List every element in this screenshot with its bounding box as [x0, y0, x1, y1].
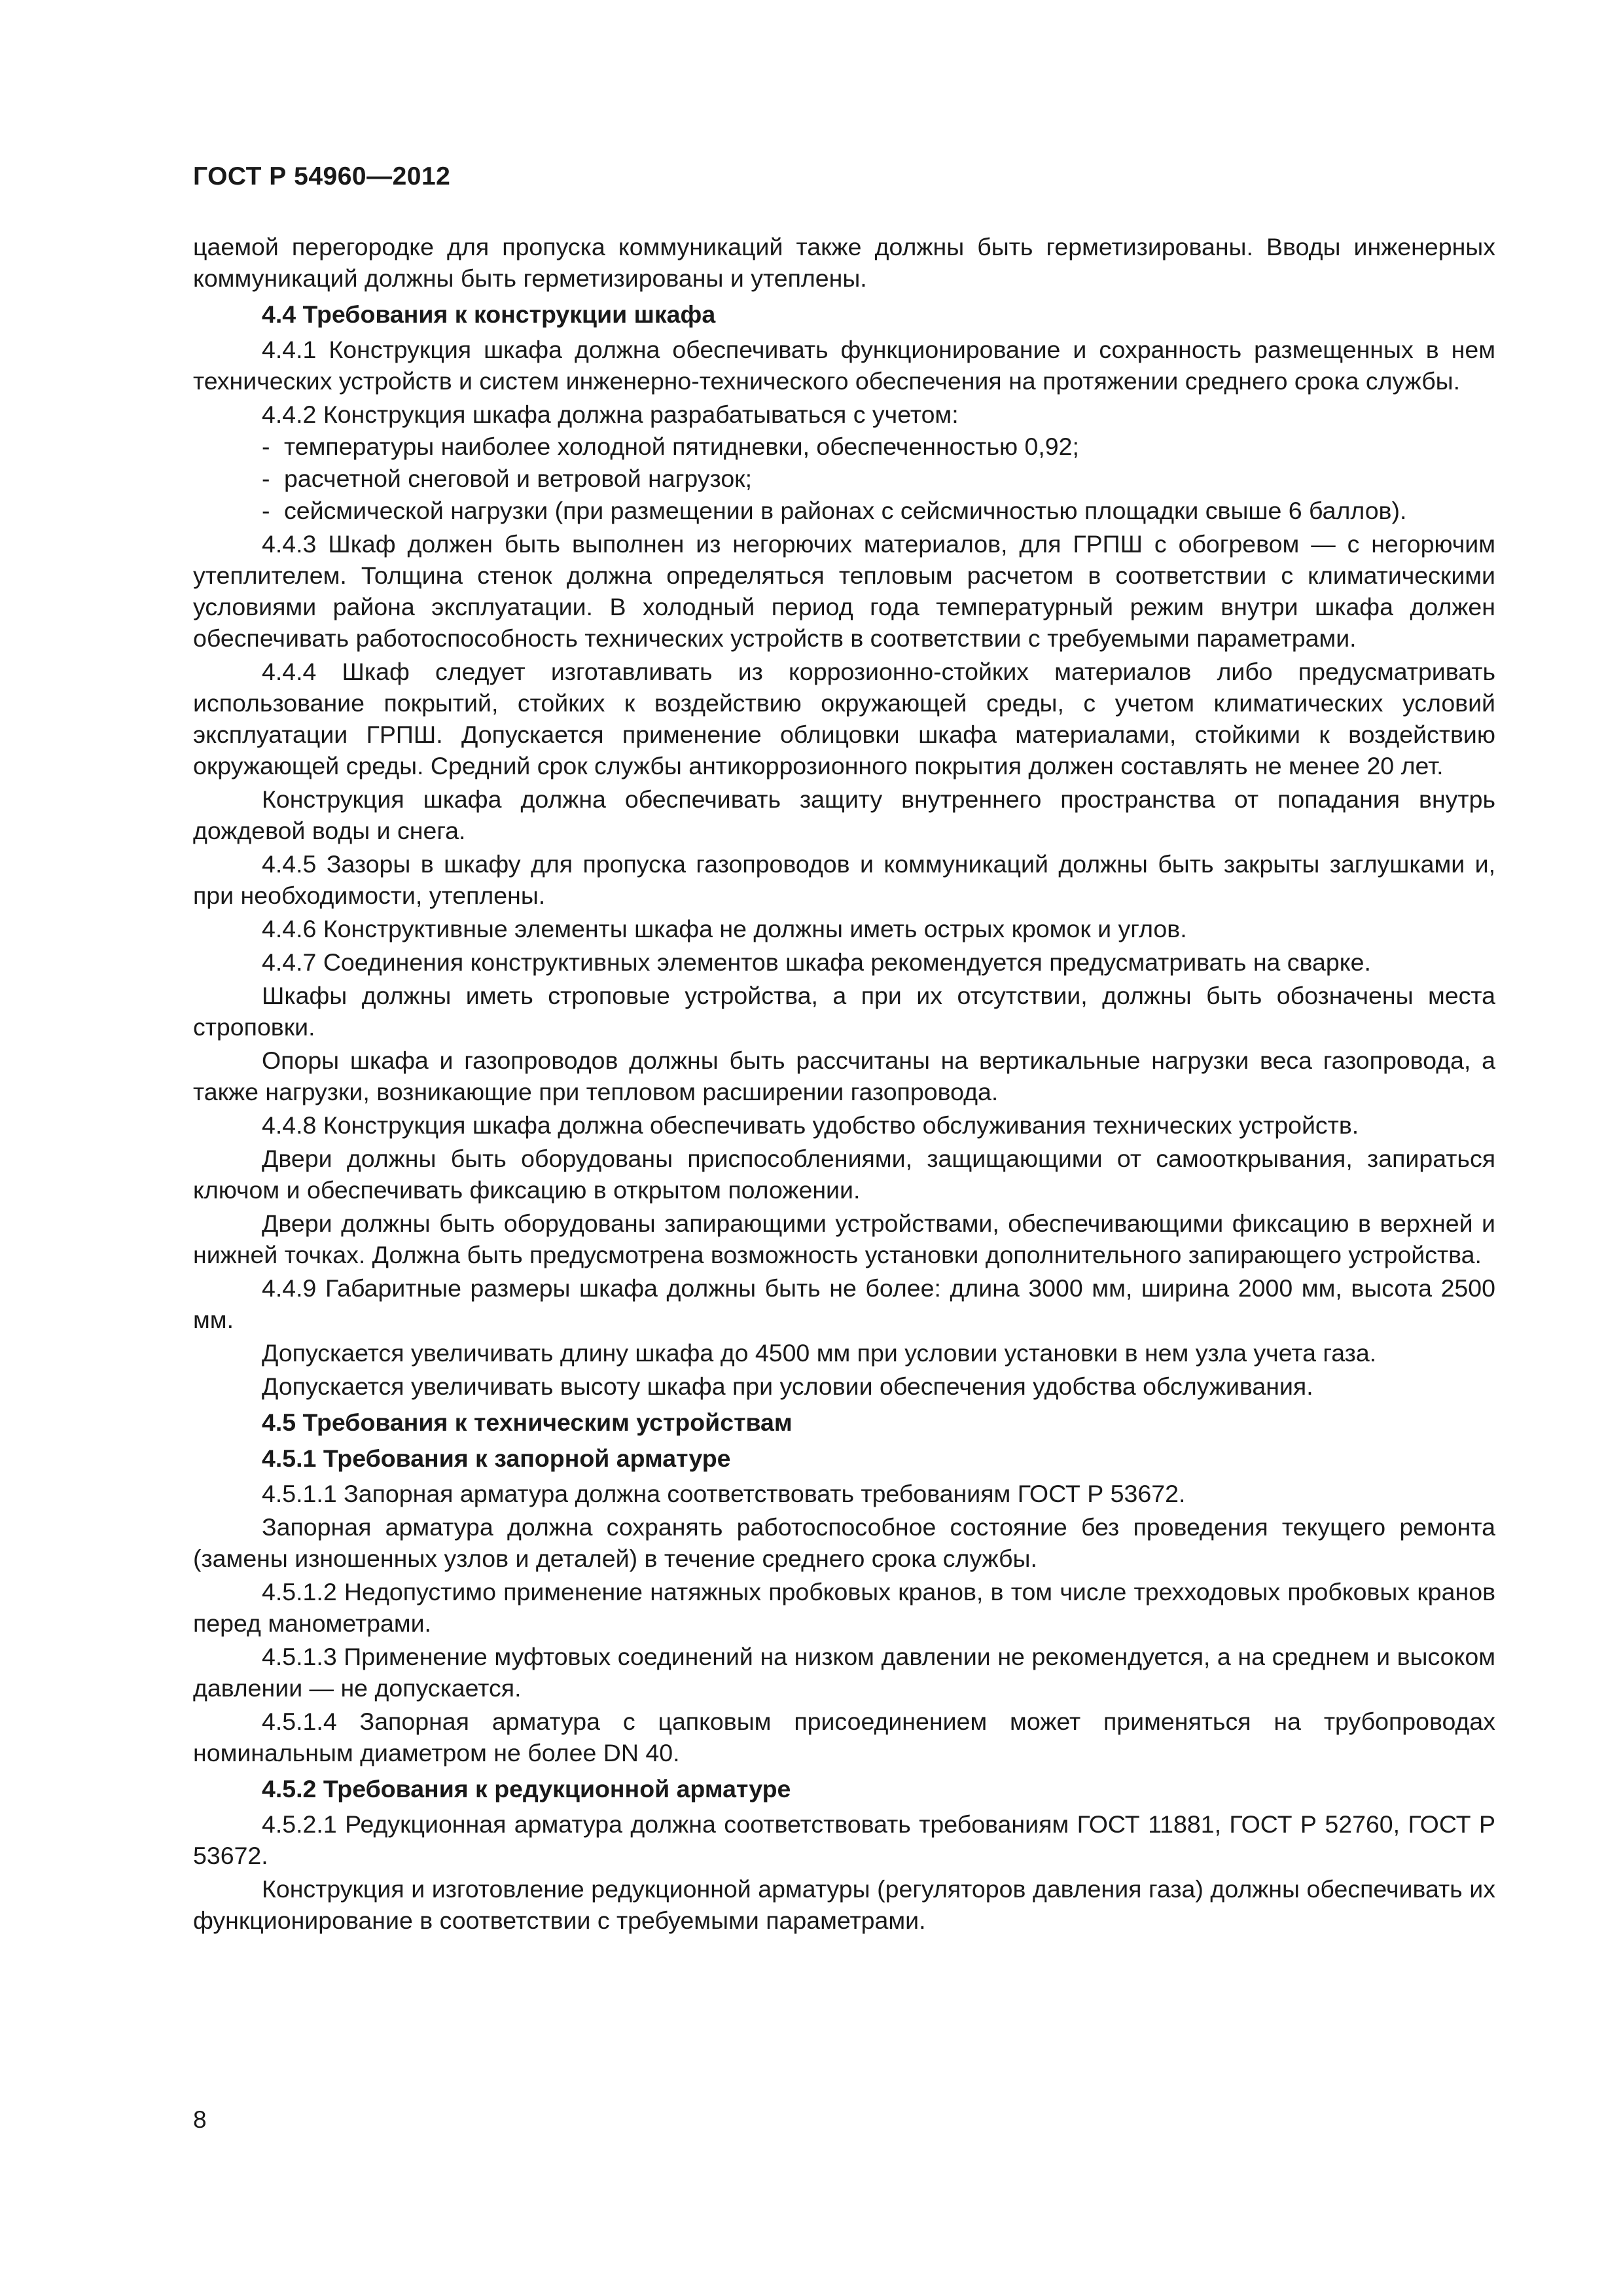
paragraph: 4.4.5 Зазоры в шкафу для пропуска газопроводов и коммуникаций должны быть закрыты заглушками и, при необходимости, утеплены. — [193, 850, 1495, 909]
paragraph: 4.4.9 Габаритные размеры шкафа должны быть не более: длина 3000 мм, ширина 2000 мм, высота 2500 мм. — [193, 1274, 1495, 1333]
paragraph: Опоры шкафа и газопроводов должны быть рассчитаны на вертикальные нагрузки веса газопровода, а также нагрузки, возникающие при тепловом расширении газопровода. — [193, 1047, 1495, 1105]
list-item-text: расчетной снеговой и ветровой нагрузок; — [284, 465, 753, 492]
section-heading: 4.5.1 Требования к запорной арматуре — [262, 1444, 731, 1472]
paragraph: 4.4.2 Конструкция шкафа должна разрабатываться с учетом: — [262, 401, 959, 428]
paragraph: Допускается увеличивать высоту шкафа при условии обеспечения удобства обслуживания. — [262, 1372, 1313, 1400]
paragraph: 4.4.4 Шкаф следует изготавливать из коррозионно-стойких материалов либо предусматривать использование покрытий, стойких к воздействию окружающей среды, с учетом климатических условий эксплуатации ГРПШ. Допускается применение облицовки шкафа материалами, стойкими к воздействию окружающей среды. Средний срок службы антикоррозионного покрытия должен составлять не менее 20 лет. — [193, 658, 1495, 780]
document-header: ГОСТ Р 54960—2012 — [193, 162, 451, 190]
paragraph: 4.4.8 Конструкция шкафа должна обеспечивать удобство обслуживания технических устройств. — [262, 1111, 1359, 1139]
document-body — [193, 231, 1495, 1936]
section-heading: 4.5.2 Требования к редукционной арматуре — [262, 1775, 791, 1803]
list-item — [193, 463, 1495, 494]
paragraph: Двери должны быть оборудованы приспособлениями, защищающими от самооткрывания, запираться ключом и обеспечивать фиксацию в открытом положении. — [193, 1145, 1495, 1204]
paragraph: цаемой перегородке для пропуска коммуникаций также должны быть герметизированы. Вводы инженерных коммуникаций должны быть герметизированы и утеплены. — [193, 233, 1495, 292]
list-dash: - — [262, 465, 270, 492]
paragraph: Допускается увеличивать длину шкафа до 4500 мм при условии установки в нем узла учета газа. — [262, 1339, 1377, 1367]
paragraph: Шкафы должны иметь строповые устройства, а при их отсутствии, должны быть обозначены места строповки. — [193, 982, 1495, 1041]
paragraph: 4.5.1.2 Недопустимо применение натяжных пробковых кранов, в том числе трехходовых пробковых кранов перед манометрами. — [193, 1578, 1495, 1637]
paragraph: 4.4.1 Конструкция шкафа должна обеспечивать функционирование и сохранность размещенных в нем технических устройств и систем инженерно-технического обеспечения на протяжении среднего срока службы. — [193, 336, 1495, 395]
page-number: 8 — [193, 2106, 207, 2133]
list-dash: - — [262, 433, 270, 460]
section-heading: 4.5 Требования к техническим устройствам — [262, 1408, 793, 1436]
paragraph: 4.5.1.4 Запорная арматура с цапковым присоединением может применяться на трубопроводах номинальным диаметром не более DN 40. — [193, 1708, 1495, 1767]
list-dash: - — [262, 497, 270, 524]
paragraph: 4.4.3 Шкаф должен быть выполнен из негорючих материалов, для ГРПШ с обогревом — с негорючим утеплителем. Толщина стенок должна определяться тепловым расчетом в соответствии с климатическими условиями района эксплуатации. В холодный период года температурный режим внутри шкафа должен обеспечивать работоспособность технических устройств в соответствии с требуемыми параметрами. — [193, 530, 1495, 652]
paragraph: Конструкция шкафа должна обеспечивать защиту внутреннего пространства от попадания внутрь дождевой воды и снега. — [193, 785, 1495, 844]
paragraph: 4.5.1.3 Применение муфтовых соединений на низком давлении не рекомендуется, а на среднем и высоком давлении — не допускается. — [193, 1643, 1495, 1702]
paragraph: 4.5.1.1 Запорная арматура должна соответствовать требованиям ГОСТ Р 53672. — [262, 1480, 1186, 1507]
list-item — [193, 431, 1495, 462]
paragraph: Двери должны быть оборудованы запирающими устройствами, обеспечивающими фиксацию в верхней и нижней точках. Должна быть предусмотрена возможность установки дополнительного запирающего устройства. — [193, 1210, 1495, 1268]
paragraph: Конструкция и изготовление редукционной арматуры (регуляторов давления газа) должны обеспечивать их функционирование в соответствии с требуемыми параметрами. — [193, 1875, 1495, 1934]
list-item — [193, 495, 1495, 526]
paragraph: 4.4.7 Соединения конструктивных элементов шкафа рекомендуется предусматривать на сварке. — [262, 948, 1371, 976]
list-item-text: сейсмической нагрузки (при размещении в районах с сейсмичностью площадки свыше 6 баллов). — [284, 497, 1407, 524]
section-heading: 4.4 Требования к конструкции шкафа — [262, 300, 716, 328]
paragraph: 4.5.2.1 Редукционная арматура должна соответствовать требованиям ГОСТ 11881, ГОСТ Р 52760, ГОСТ Р 53672. — [193, 1810, 1495, 1869]
list-item-text: температуры наиболее холодной пятидневки, обеспеченностью 0,92; — [284, 433, 1079, 460]
paragraph: 4.4.6 Конструктивные элементы шкафа не должны иметь острых кромок и углов. — [262, 915, 1187, 942]
paragraph: Запорная арматура должна сохранять работоспособное состояние без проведения текущего ремонта (замены изношенных узлов и деталей) в течение среднего срока службы. — [193, 1513, 1495, 1572]
